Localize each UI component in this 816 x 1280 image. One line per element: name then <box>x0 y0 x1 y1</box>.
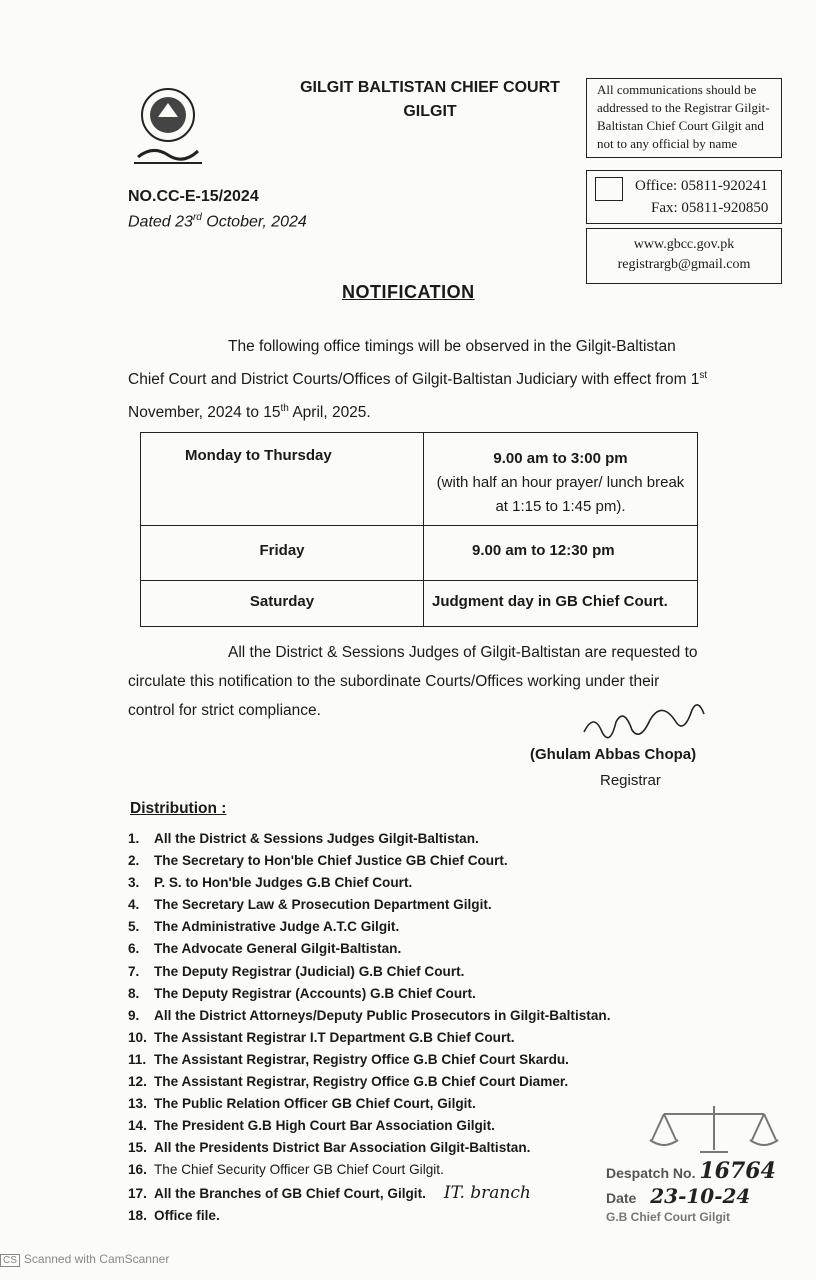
distribution-list <box>128 828 610 1227</box>
list-item-text: All the District Attorneys/Deputy Public Prosecutors in Gilgit-Baltistan. <box>154 1007 611 1023</box>
time-cell: Judgment day in GB Chief Court. <box>424 581 698 627</box>
list-item-text: The Assistant Registrar I.T Department G.B Chief Court. <box>154 1029 515 1045</box>
date-label: Date <box>606 1190 637 1206</box>
list-item-text: The Assistant Registrar, Registry Office G.B Chief Court Skardu. <box>154 1051 569 1067</box>
website-link[interactable]: www.gbcc.gov.pk <box>633 237 735 252</box>
day-cell: Monday to Thursday <box>141 433 424 526</box>
list-item: 11. The Assistant Registrar, Registry Office G.B Chief Court Skardu. <box>128 1051 569 1067</box>
despatch-number: 16764 <box>699 1158 776 1184</box>
scanner-footer <box>0 1252 169 1267</box>
table-row <box>141 581 698 627</box>
handwritten-signature <box>580 692 710 752</box>
day-cell: Friday <box>141 526 424 581</box>
list-item-text: The Deputy Registrar (Accounts) G.B Chief Court. <box>154 985 476 1001</box>
reference-number: NO.CC-E-15/2024 <box>128 188 259 205</box>
list-item: 1. All the District & Sessions Judges Gilgit-Baltistan. <box>128 831 479 846</box>
list-item-text: The Chief Security Officer GB Chief Court Gilgit. <box>154 1162 444 1178</box>
communications-note-box <box>586 78 782 158</box>
dated-prefix: Dated 23 <box>128 213 193 231</box>
intro-part2: November, 2024 to 15 <box>128 404 281 422</box>
scales-icon <box>644 1100 784 1160</box>
despatch-label: Despatch No. <box>606 1165 696 1181</box>
dated-suffix: October, 2024 <box>201 213 307 231</box>
court-emblem-logo <box>128 85 208 175</box>
list-item: 18. Office file. <box>128 1207 220 1223</box>
telephone-icon <box>595 177 623 201</box>
phone-fax-box <box>586 170 782 224</box>
list-item: 4. The Secretary Law & Prosecution Department Gilgit. <box>128 897 492 913</box>
dated-line <box>128 212 307 231</box>
list-item-text: The Public Relation Officer GB Chief Court, Gilgit. <box>154 1096 476 1112</box>
time-range: 9.00 am to 3:00 pm <box>493 450 628 467</box>
list-item-text: The Secretary Law & Prosecution Department Gilgit. <box>154 897 492 913</box>
list-item-text: All the Branches of GB Chief Court, Gilgit. <box>154 1185 426 1201</box>
signatory-role: Registrar <box>600 772 661 789</box>
time-cell: 9.00 am to 12:30 pm <box>424 526 698 581</box>
list-item: 17. All the Branches of GB Chief Court, Gilgit. IT. branch <box>128 1182 531 1203</box>
list-item: 9. All the District Attorneys/Deputy Public Prosecutors in Gilgit-Baltistan. <box>128 1007 611 1023</box>
court-name: GILGIT BALTISTAN CHIEF COURT <box>300 79 560 96</box>
intro-sup1: st <box>699 370 708 381</box>
signatory-name: (Ghulam Abbas Chopa) <box>530 746 697 763</box>
timings-table <box>140 432 698 627</box>
office-phone: Office: 05811-920241 <box>635 178 768 194</box>
communications-note: All communications should be addressed to the Registrar Gilgit-Baltistan Chief Court Gilgit and not to any official by name <box>597 82 770 151</box>
list-item-text: The Deputy Registrar (Judicial) G.B Chief Court. <box>154 963 465 979</box>
list-item-text: The President G.B High Court Bar Association Gilgit. <box>154 1118 495 1134</box>
dated-sup: rd <box>192 212 202 223</box>
intro-part1: The following office timings will be observed in the Gilgit-Baltistan Chief Court and District Courts/Offices of Gilgit-Baltistan Judiciary with effect from 1 <box>128 338 700 389</box>
list-item: 10. The Assistant Registrar I.T Department G.B Chief Court. <box>128 1029 515 1045</box>
list-item: 7. The Deputy Registrar (Judicial) G.B Chief Court. <box>128 963 465 979</box>
list-item: 16. The Chief Security Officer GB Chief Court Gilgit. <box>128 1162 444 1178</box>
list-item-text: Office file. <box>154 1207 220 1223</box>
list-item-text: P. S. to Hon'ble Judges G.B Chief Court. <box>154 875 413 891</box>
camscanner-logo: CS <box>0 1254 20 1267</box>
list-item-text: All the District & Sessions Judges Gilgit-Baltistan. <box>154 831 479 846</box>
despatch-date: 23-10-24 <box>650 1184 751 1208</box>
court-city: GILGIT <box>403 103 457 120</box>
distribution-heading: Distribution : <box>130 800 227 817</box>
list-item: 13. The Public Relation Officer GB Chief Court, Gilgit. <box>128 1096 476 1112</box>
email-link[interactable]: registrargb@gmail.com <box>617 257 751 272</box>
web-email-box <box>586 228 782 284</box>
fax-number: Fax: 05811-920850 <box>651 200 769 216</box>
despatch-stamp <box>604 1100 816 1230</box>
list-item-text: The Administrative Judge A.T.C Gilgit. <box>154 919 400 935</box>
list-item-text: The Secretary to Hon'ble Chief Justice GB Chief Court. <box>154 853 508 869</box>
stamp-court: G.B Chief Court Gilgit <box>606 1210 730 1224</box>
list-item: 2. The Secretary to Hon'ble Chief Justice GB Chief Court. <box>128 853 508 869</box>
list-item: 12. The Assistant Registrar, Registry Office G.B Chief Court Diamer. <box>128 1074 569 1090</box>
list-item-text: The Assistant Registrar, Registry Office G.B Chief Court Diamer. <box>154 1074 569 1090</box>
closing-paragraph: All the District & Sessions Judges of Gilgit-Baltistan are requested to circulate this notification to the subordinate Courts/Offices working under their control for strict compliance. <box>128 644 698 719</box>
footer-text: Scanned with CamScanner <box>23 1252 170 1266</box>
intro-paragraph <box>128 332 708 427</box>
intro-sup2: th <box>280 403 289 415</box>
court-name-heading <box>290 76 570 124</box>
time-note: (with half an hour prayer/ lunch break at 1:15 to 1:45 pm). <box>436 474 685 515</box>
list-item: 8. The Deputy Registrar (Accounts) G.B Chief Court. <box>128 985 476 1001</box>
list-item: 14. The President G.B High Court Bar Association Gilgit. <box>128 1118 495 1134</box>
intro-part3: April, 2025. <box>288 404 371 422</box>
table-row <box>141 433 698 526</box>
handwritten-note: IT. branch <box>443 1182 531 1203</box>
day-cell: Saturday <box>141 581 424 627</box>
list-item: 6. The Advocate General Gilgit-Baltistan. <box>128 941 402 957</box>
list-item: 3. P. S. to Hon'ble Judges G.B Chief Court. <box>128 875 413 891</box>
list-item: 15. All the Presidents District Bar Association Gilgit-Baltistan. <box>128 1140 531 1156</box>
list-item-text: The Advocate General Gilgit-Baltistan. <box>154 941 402 957</box>
table-row <box>141 526 698 581</box>
list-item-text: All the Presidents District Bar Association Gilgit-Baltistan. <box>154 1140 531 1156</box>
time-cell <box>424 433 698 526</box>
notification-title: NOTIFICATION <box>342 282 475 302</box>
list-item: 5. The Administrative Judge A.T.C Gilgit. <box>128 919 400 935</box>
